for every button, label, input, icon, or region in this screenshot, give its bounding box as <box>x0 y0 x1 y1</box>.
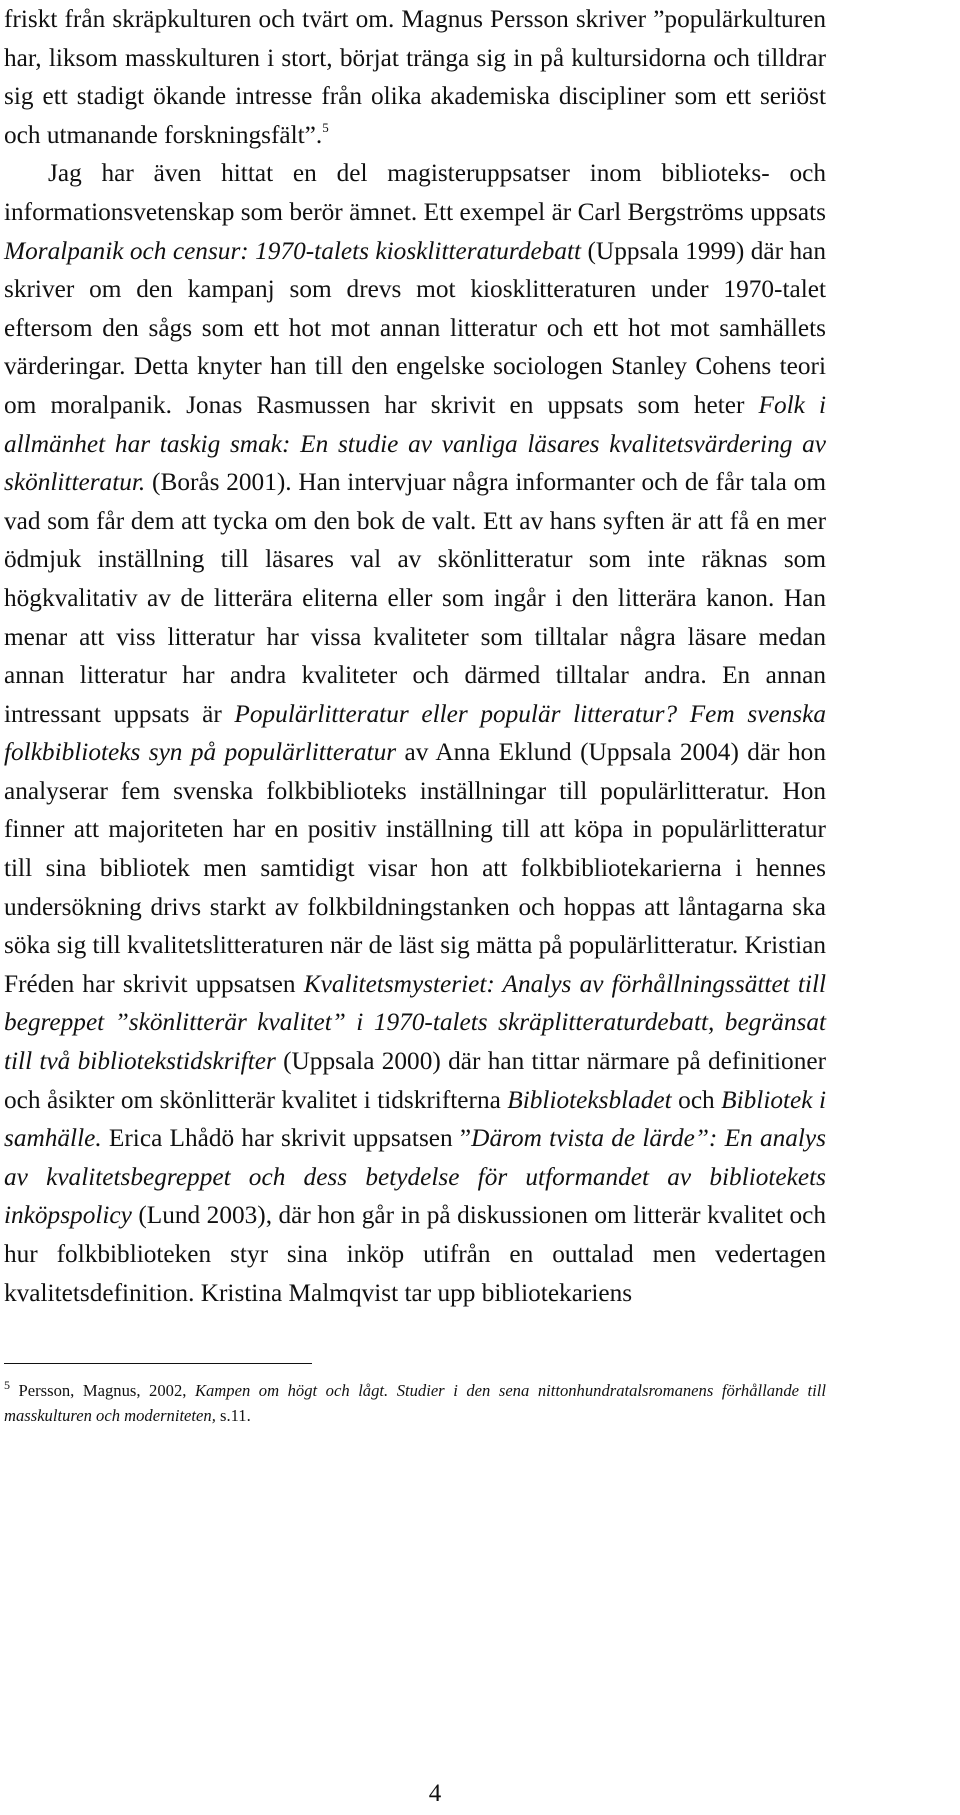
text-run: Erica Lhådö har skrivit uppsatsen ” <box>101 1124 472 1153</box>
text-run: friskt från skräpkulturen och tvärt om. Magnus Persson skriver ”populärkulturen har, liksom masskulturen i stort, börjat tränga sig in på kultursidorna och tilldrar sig ett stadigt ökande intresse från olika akademiska discipliner som ett seriöst och utmanande forskningsfält”. <box>4 5 826 149</box>
italic-title: Därom tvista de lärde”: En analys av kvalitetsbegreppet och dess betydelse för utformandet av bibliotekets inköpspolicy <box>4 1124 826 1230</box>
text-run: Persson, Magnus, 2002, <box>10 1381 195 1400</box>
paragraph <box>4 154 826 1312</box>
italic-title: Kvalitetsmysteriet: Analys av förhållningssättet till begreppet ”skönlitterär kvalitet” i 1970-talets skräplitteraturdebatt, begränsat till två bibliotekstidskrifter <box>4 969 827 1076</box>
text-run: Jag har även hittat en del magisteruppsatser inom biblioteks- och informationsvetenskap som berör ämnet. Ett exempel är Carl Bergströms uppsats <box>4 159 826 226</box>
italic-title: Kampen om högt och lågt. Studier i den sena nittonhundratalsromanens förhållande till masskulturen och moderniteten, <box>4 1381 826 1425</box>
text-run: av Anna Eklund (Uppsala 2004) där hon analyserar fem svenska folkbiblioteks inställningar till populärlitteratur. Hon finner att majoriteten har en positiv inställning till att köpa in populärlitteratur till sina bibliotek men samtidigt visar hon att folkbibliotekarierna i hennes undersökning drivs starkt av folkbildningstanken och hoppas att låntagarna ska söka sig till kvalitetslitteraturen när de läst sig mätta på populärlitteratur. Kristian Fréden har skrivit uppsatsen <box>4 738 826 998</box>
italic-title: Bibliotek i samhälle. <box>4 1085 826 1153</box>
text-run: (Uppsala 1999) där han skriver om den kampanj som drevs mot kiosklitteraturen under 1970-talet eftersom den sågs som ett hot mot annan litteratur och ett hot mot samhällets värderingar. Detta knyter han till den engelske sociologen Stanley Cohens teori om moralpanik. Jonas Rasmussen har skrivit en uppsats som heter <box>4 236 826 419</box>
italic-title: Populärlitteratur eller populär litteratur? Fem svenska folkbiblioteks syn på populärlitteratur <box>4 699 826 767</box>
page-number: 4 <box>428 1780 442 1807</box>
footnote-separator <box>4 1363 312 1364</box>
text-run: (Borås 2001). Han intervjuar några informanter och de får tala om vad som får dem att tycka om den bok de valt. Ett av hans syften är att få en mer ödmjuk inställning till läsares val av skönlitteratur som inte räknas som högkvalitativ av de litterära eliterna eller som ingår i den litterära kanon. Han menar att viss litteratur har vissa kvaliteter som tilltalar några läsare medan annan litteratur har andra kvaliteter och därmed tilltalar andra. En annan intressant uppsats är <box>4 468 826 728</box>
footnote <box>4 1378 826 1428</box>
text-run: och <box>671 1085 722 1114</box>
footnote-marker: 5 <box>4 1378 10 1392</box>
paragraph <box>4 0 826 154</box>
body-text <box>4 0 826 1312</box>
footnote-marker: 5 <box>322 119 329 135</box>
italic-title: Moralpanik och censur: 1970-talets kiosklitteraturdebatt <box>4 236 582 265</box>
text-run: (Uppsala 2000) där han tittar närmare på definitioner och åsikter om skönlitterär kvalitet i tidskrifterna <box>4 1047 826 1114</box>
italic-title: Biblioteksbladet <box>507 1085 672 1114</box>
text-run: s.11. <box>215 1406 251 1425</box>
italic-title: Folk i allmänhet har taskig smak: En studie av vanliga läsares kvalitetsvärdering av skönlitteratur. <box>4 390 826 497</box>
text-run: (Lund 2003), där hon går in på diskussionen om litterär kvalitet och hur folkbiblioteken styr sina inköp utifrån en outtalad men vedertagen kvalitetsdefinition. Kristina Malmqvist tar upp bibliotekariens <box>4 1201 826 1307</box>
